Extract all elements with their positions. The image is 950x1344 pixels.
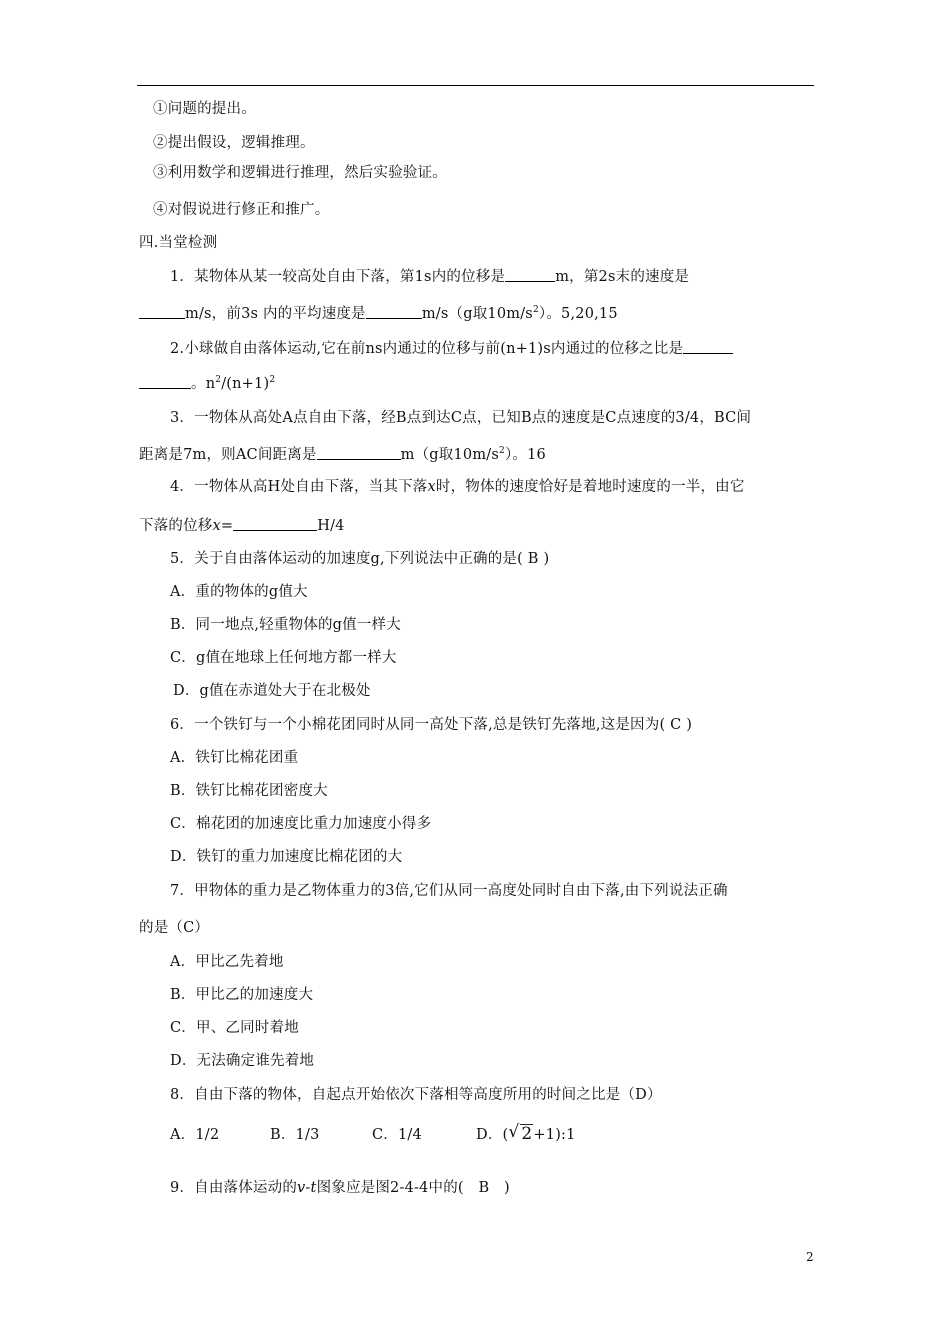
step-1: ①问题的提出。	[153, 101, 256, 117]
q8-option-b: B．1/3	[270, 1127, 320, 1143]
q9-text-b: 图象应是图2-4-4中的( B )	[316, 1180, 510, 1196]
q9-text-a: 9．自由落体运动的	[170, 1180, 298, 1196]
q3-blank	[317, 444, 401, 460]
q4-text-d: =	[220, 518, 234, 534]
q1-blank-2	[139, 303, 185, 319]
q6-option-c: C．棉花团的加速度比重力加速度小得多	[170, 816, 432, 832]
q2-text-a: 2.小球做自由落体运动,它在前ns内通过的位移与前(n+1)s内通过的位移之比是	[170, 341, 684, 357]
q5-option-c: C．g值在地球上任何地方都一样大	[170, 650, 397, 666]
question-8-stem: 8．自由下落的物体，自起点开始依次下落相等高度所用的时间之比是（D）	[170, 1087, 662, 1103]
q9-vt: v-t	[297, 1180, 317, 1196]
q5-option-d: D．g值在赤道处大于在北极处	[173, 683, 371, 699]
question-1-line-1	[170, 266, 689, 287]
q7-option-c: C．甲、乙同时着地	[170, 1020, 299, 1036]
q4-text-b: 时，物体的速度恰好是着地时速度的一半，由它	[435, 479, 745, 495]
q1-blank-3	[366, 303, 422, 319]
q2-sup-1: 2	[215, 375, 222, 385]
question-7-stem-1: 7．甲物体的重力是乙物体重力的3倍,它们从同一高度处同时自由下落,由下列说法正确	[170, 883, 728, 899]
q4-text-a: 4．一物体从高H处自由下落，当其下落	[170, 479, 428, 495]
q8-option-d-prefix: D．(	[476, 1127, 509, 1143]
question-1-line-2	[139, 303, 618, 324]
question-4-line-2	[139, 515, 345, 536]
q8-options	[170, 1124, 576, 1145]
q2-sup-2: 2	[269, 375, 276, 385]
q6-option-a: A．铁钉比棉花团重	[170, 750, 299, 766]
question-9	[170, 1178, 510, 1198]
q3-text-b: 距离是7m，则AC间距离是	[139, 447, 317, 463]
step-4: ④对假说进行修正和推广。	[153, 202, 330, 218]
q1-text-c: m/s，前3s 内的平均速度是	[185, 306, 366, 322]
question-4-line-1	[170, 477, 745, 497]
question-7-stem-2: 的是（C）	[139, 920, 210, 936]
q4-blank	[233, 515, 317, 531]
q1-text-a: 1．某物体从某一较高处自由下落，第1s内的位移是	[170, 269, 506, 285]
question-6-stem: 6．一个铁钉与一个小棉花团同时从同一高处下落,总是铁钉先落地,这是因为( C )	[170, 717, 693, 733]
q4-var-x-1: x	[427, 479, 436, 495]
q3-sup: 2	[499, 446, 505, 456]
question-2-line-2	[139, 373, 275, 394]
header-rule	[137, 85, 814, 86]
q6-option-d: D．铁钉的重力加速度比棉花团的大	[170, 849, 403, 865]
q8-option-d	[476, 1124, 576, 1145]
q4-text-e: H/4	[317, 518, 345, 534]
q7-option-b: B．甲比乙的加速度大	[170, 987, 314, 1003]
q1-text-b: m，第2s末的速度是	[555, 269, 690, 285]
section-title: 四.当堂检测	[139, 235, 218, 251]
q1-sup: 2	[532, 305, 539, 315]
question-2-line-1	[170, 338, 733, 359]
q4-var-x-2: x	[212, 518, 221, 534]
q3-text-c: m（g取10m/s	[400, 447, 499, 463]
q2-text-c: /(n+1)	[221, 376, 270, 392]
step-2: ②提出假设，逻辑推理。	[153, 135, 315, 151]
q6-option-b: B．铁钉比棉花团密度大	[170, 783, 328, 799]
q1-blank-1	[505, 266, 555, 282]
q1-text-e: ）。5,20,15	[538, 306, 618, 322]
sqrt-radical: √ 2	[520, 1124, 533, 1143]
question-5-stem: 5．关于自由落体运动的加速度g,下列说法中正确的是( B )	[170, 551, 550, 567]
q8-option-c: C．1/4	[372, 1127, 422, 1143]
q7-option-d: D．无法确定谁先着地	[170, 1053, 315, 1069]
q2-blank-2	[139, 373, 191, 389]
q5-option-a: A．重的物体的g值大	[170, 584, 308, 600]
q2-blank-1	[683, 338, 733, 354]
step-3: ③利用数学和逻辑进行推理，然后实验验证。	[153, 165, 447, 181]
q1-text-d: m/s（g取10m/s	[421, 306, 533, 322]
q8-option-d-suffix: +1):1	[533, 1127, 576, 1143]
page-number: 2	[806, 1250, 814, 1264]
question-3-line-1: 3．一物体从高处A点自由下落，经B点到达C点，已知B点的速度是C点速度的3/4，BC间	[170, 410, 752, 426]
q7-option-a: A．甲比乙先着地	[170, 954, 284, 970]
q2-text-b: 。n	[191, 376, 216, 392]
q8-option-a: A．1/2	[170, 1127, 220, 1143]
q5-option-b: B．同一地点,轻重物体的g值一样大	[170, 617, 401, 633]
question-3-line-2	[139, 444, 546, 465]
q4-text-c: 下落的位移	[139, 518, 213, 534]
q3-text-d: ）。16	[504, 447, 546, 463]
